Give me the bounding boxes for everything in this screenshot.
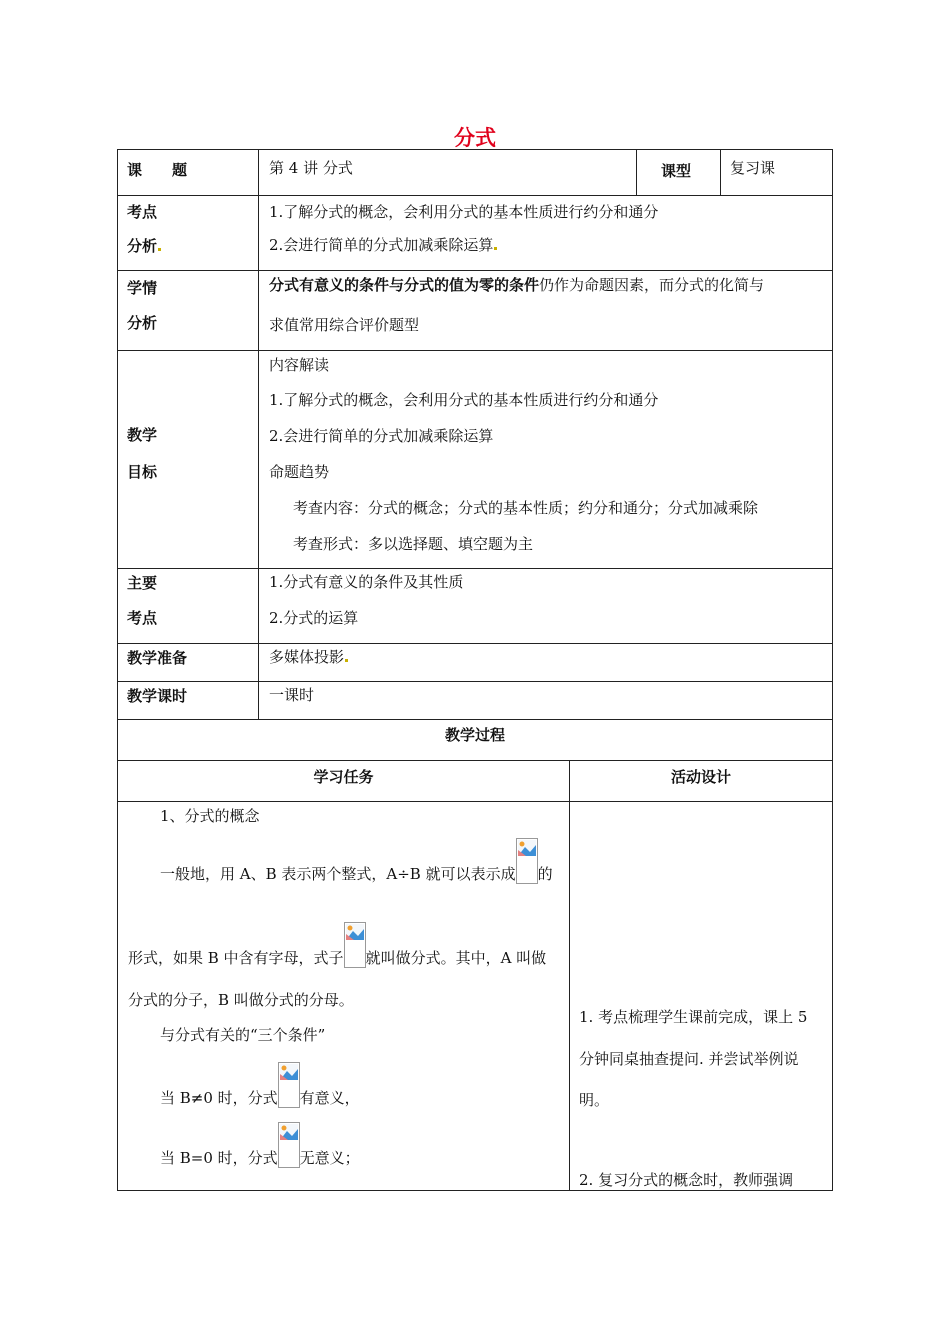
main-points-label-2: 考点 (127, 609, 158, 627)
fraction-image-icon (278, 1122, 300, 1168)
task-p1-text-a: 一般地，用 A、B 表示两个整式，A÷B 就可以表示成 (160, 865, 516, 883)
task-content-cell (117, 801, 570, 1191)
xueqing-line-1 (269, 275, 764, 295)
task-condition-2-text-b: 无意义； (299, 1149, 360, 1167)
main-points-item-2: 2.分式的运算 (269, 609, 359, 627)
task-condition-1 (160, 1062, 360, 1108)
hours-value: 一课时 (269, 686, 315, 704)
prep-value: 多媒体投影 (269, 647, 348, 667)
prep-label: 教学准备 (127, 649, 188, 667)
xueqing-label-1: 学情 (127, 279, 158, 297)
task-p1 (160, 838, 553, 884)
topic-label: 课 题 (127, 161, 188, 179)
main-points-label-1: 主要 (127, 574, 158, 592)
task-p2 (128, 922, 546, 968)
activity-column-header-cell (569, 760, 833, 802)
xueqing-text-rest: 仍作为命题因素，而分式的化简与 (539, 276, 765, 294)
task-condition-1-text-a: 当 B≠0 时，分式 (160, 1089, 278, 1107)
activity-content-cell (569, 801, 833, 1191)
hours-label: 教学课时 (127, 687, 188, 705)
goals-line-4: 命题趋势 (269, 463, 330, 481)
process-header: 教学过程 (444, 726, 505, 744)
topic-label-cell (117, 149, 259, 196)
task-condition-2-text-a: 当 B=0 时，分式 (160, 1149, 278, 1167)
fraction-image-icon (516, 838, 538, 884)
main-points-content-cell (258, 568, 833, 644)
hours-label-cell (117, 681, 259, 720)
xueqing-label-2: 分析 (127, 314, 158, 332)
kaodian-item-2: 2.会进行简单的分式加减乘除运算 (269, 235, 497, 255)
task-heading: 1、分式的概念 (160, 807, 260, 825)
xueqing-content-cell (258, 270, 833, 351)
main-points-item-1: 1.分式有意义的条件及其性质 (269, 573, 464, 591)
goals-label-cell (117, 350, 259, 569)
kaodian-content-cell (258, 195, 833, 271)
topic-value-cell (258, 149, 637, 196)
task-column-header-cell (117, 760, 570, 802)
kaodian-label-2: 分析 (127, 236, 161, 256)
goals-line-1: 内容解读 (269, 356, 330, 374)
task-p3: 分式的分子，B 叫做分式的分母。 (128, 991, 354, 1009)
task-condition-2 (160, 1122, 360, 1168)
task-column-header: 学习任务 (313, 768, 374, 786)
activity-1-line-1: 1. 考点梳理学生课前完成，课上 5 (579, 1008, 808, 1026)
activity-1-line-3: 明。 (579, 1091, 610, 1109)
xueqing-bold-text: 分式有意义的条件与分式的值为零的条件 (269, 276, 540, 294)
kaodian-label-1: 考点 (127, 203, 158, 221)
task-p4: 与分式有关的“三个条件” (160, 1026, 326, 1044)
task-condition-1-text-b: 有意义， (299, 1089, 360, 1107)
goals-line-5: 考查内容：分式的概念；分式的基本性质；约分和通分；分式加减乘除 (293, 499, 759, 517)
main-points-label-cell (117, 568, 259, 644)
topic-value: 第 4 讲 分式 (269, 159, 353, 177)
goals-line-3: 2.会进行简单的分式加减乘除运算 (269, 427, 494, 445)
activity-2-line-1: 2. 复习分式的概念时，教师强调 (579, 1171, 794, 1189)
type-label-cell (636, 149, 721, 196)
kaodian-item-1: 1.了解分式的概念，会利用分式的基本性质进行约分和通分 (269, 203, 659, 221)
activity-column-header: 活动设计 (670, 768, 731, 786)
activity-1-line-2: 分钟同桌抽查提问. 并尝试举例说 (579, 1050, 799, 1068)
goals-content-cell (258, 350, 833, 569)
hours-value-cell (258, 681, 833, 720)
goals-line-6: 考查形式：多以选择题、填空题为主 (293, 535, 534, 553)
xueqing-line-2: 求值常用综合评价题型 (269, 316, 420, 334)
type-value: 复习课 (730, 159, 776, 177)
goals-label-2: 目标 (127, 463, 158, 481)
goals-label-1: 教学 (127, 426, 158, 444)
process-header-cell (117, 719, 833, 761)
prep-label-cell (117, 643, 259, 682)
type-value-cell (720, 149, 833, 196)
type-label: 课型 (661, 162, 692, 180)
goals-line-2: 1.了解分式的概念，会利用分式的基本性质进行约分和通分 (269, 391, 659, 409)
task-p2-text-a: 形式，如果 B 中含有字母，式子 (128, 949, 344, 967)
prep-value-cell (258, 643, 833, 682)
xueqing-label-cell (117, 270, 259, 351)
kaodian-label-cell (117, 195, 259, 271)
fraction-image-icon (278, 1062, 300, 1108)
fraction-image-icon (344, 922, 366, 968)
task-p1-text-b: 的 (537, 865, 553, 883)
page-title: 分式 (454, 126, 496, 150)
task-p2-text-b: 就叫做分式。其中，A 叫做 (365, 949, 547, 967)
